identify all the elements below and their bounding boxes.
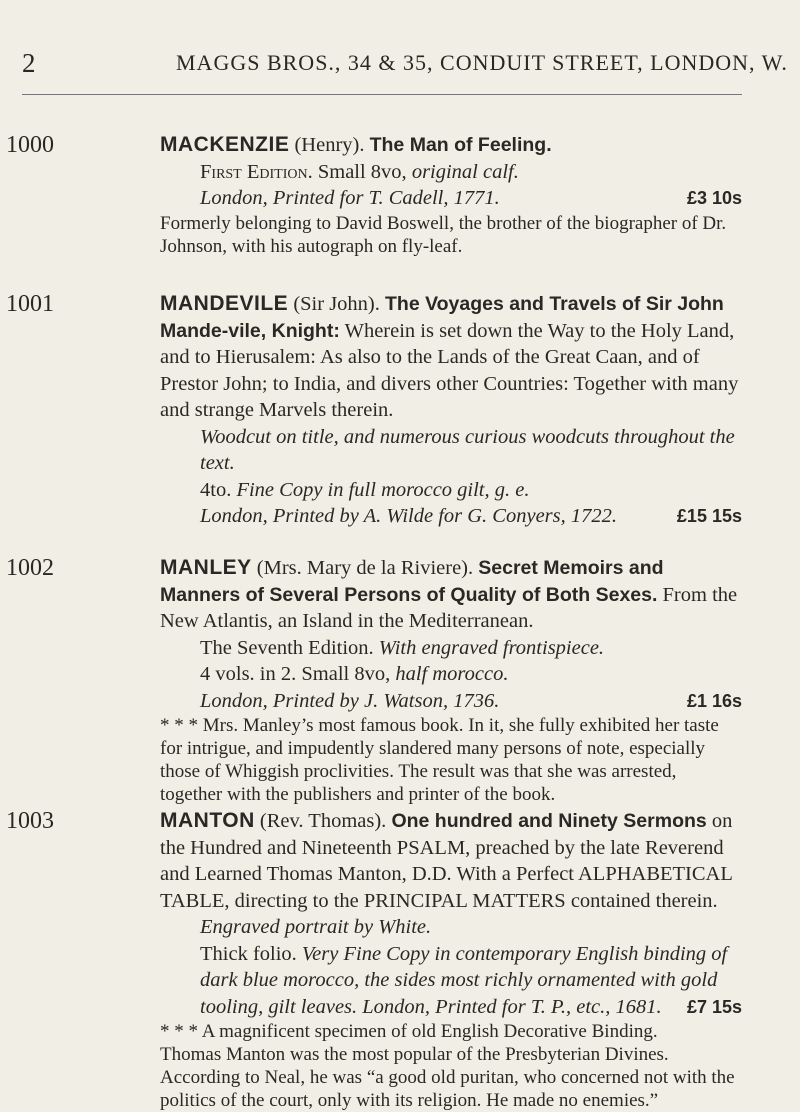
- page-header: [0, 48, 800, 88]
- price: £7 15s: [686, 996, 742, 1017]
- imprint: London, Printed for T. P., etc., 1681.: [357, 995, 662, 1018]
- title-continuation: From the New Atlantis, an Island in the Mediterranean.: [160, 583, 738, 632]
- illustrations: With engraved frontispiece.: [378, 636, 605, 659]
- author-details: (Henry).: [289, 134, 370, 156]
- illustrations: Woodcut on title, and numerous curious woodcuts throughout the text.: [200, 425, 735, 474]
- title-continuation: on the Hundred and Nineteenth PSALM, preached by the late Reverend and Learned Thomas Manton, D.D. With a Perfect ALPHABETICAL TABLE, directing to the PRINCIPAL MATTERS contained therein.: [160, 810, 733, 912]
- binding: Very Fine Copy in contemporary English binding of dark blue morocco, the sides most richly ornamented with gold tooling, gilt leaves.: [200, 942, 728, 1018]
- imprint: London, Printed for T. Cadell, 1771.: [200, 187, 500, 209]
- format: 4 vols. in 2. Small 8vo,: [200, 663, 396, 685]
- title-continuation: Wherein is set down the Way to the Holy Land, and to Hierusalem: As also to the Lands of the Great Caan, and of Prestor John; to India, and divers other Countries: Together with many and strange Marvels therein.: [160, 319, 739, 421]
- page-number: 2: [22, 48, 36, 78]
- binding: Fine Copy in full morocco gilt, g. e.: [236, 478, 530, 501]
- author-details: (Sir John).: [288, 293, 385, 315]
- format: Thick folio.: [200, 942, 302, 965]
- price: £1 16s: [686, 690, 742, 711]
- binding: original calf.: [411, 160, 519, 183]
- entry-note-2: Thomas Manton was the most popular of the Presbyterian Divines. According to Neal, he was “a good old puritan, who concerned not with the politics of the court, only with its religion. He made no enemies.”: [160, 1044, 735, 1111]
- price: £3 10s: [686, 188, 742, 208]
- imprint: London, Printed by A. Wilde for G. Conyers, 1722.: [200, 505, 618, 527]
- book-title: One hundred and Ninety Sermons: [391, 810, 707, 832]
- price: £15 15s: [676, 506, 742, 526]
- author-details: (Rev. Thomas).: [254, 810, 392, 832]
- header-rule: [22, 94, 742, 95]
- lot-number: 1003: [6, 808, 54, 834]
- running-head: MAGGS BROS., 34 & 35, CONDUIT STREET, LONDON, W.: [176, 50, 788, 75]
- lot-number: 1000: [6, 132, 54, 158]
- author-name: MACKENZIE: [160, 133, 290, 156]
- lot-number: 1001: [6, 291, 54, 317]
- entry-body: [160, 555, 742, 806]
- edition: The Seventh Edition.: [200, 636, 379, 659]
- binding: half morocco.: [395, 663, 509, 685]
- imprint: London, Printed by J. Watson, 1736.: [200, 689, 500, 712]
- entry-body: [160, 808, 742, 1112]
- edition: First Edition.: [200, 160, 313, 183]
- illustrations: Engraved portrait by White.: [200, 916, 432, 938]
- author-name: MANTON: [160, 809, 255, 832]
- entry-body: [160, 291, 742, 530]
- author-name: MANLEY: [160, 556, 252, 579]
- author-details: (Mrs. Mary de la Riviere).: [251, 557, 479, 579]
- format: 4to.: [200, 478, 237, 501]
- book-title: The Man of Feeling.: [369, 134, 552, 156]
- entry-note: Formerly belonging to David Boswell, the brother of the biographer of Dr. Johnson, with his autograph on fly-leaf.: [160, 212, 727, 257]
- book-title: The Voyages and Travels of Sir John Mande-vile, Knight:: [160, 293, 724, 342]
- format: Small 8vo,: [312, 160, 412, 183]
- author-name: MANDEVILE: [160, 292, 289, 315]
- entry-note: * * * A magnificent specimen of old English Decorative Binding.: [160, 1021, 658, 1042]
- entry-note: * * * Mrs. Manley’s most famous book. In it, she fully exhibited her taste for intrigue, and impudently slandered many persons of note, especially those of Whiggish proclivities. The result was that she was arrested, together with the publishers and printer of the book.: [160, 715, 719, 805]
- book-title: Secret Memoirs and Manners of Several Persons of Quality of Both Sexes.: [160, 557, 664, 606]
- entry-body: [160, 132, 742, 258]
- lot-number: 1002: [6, 555, 54, 581]
